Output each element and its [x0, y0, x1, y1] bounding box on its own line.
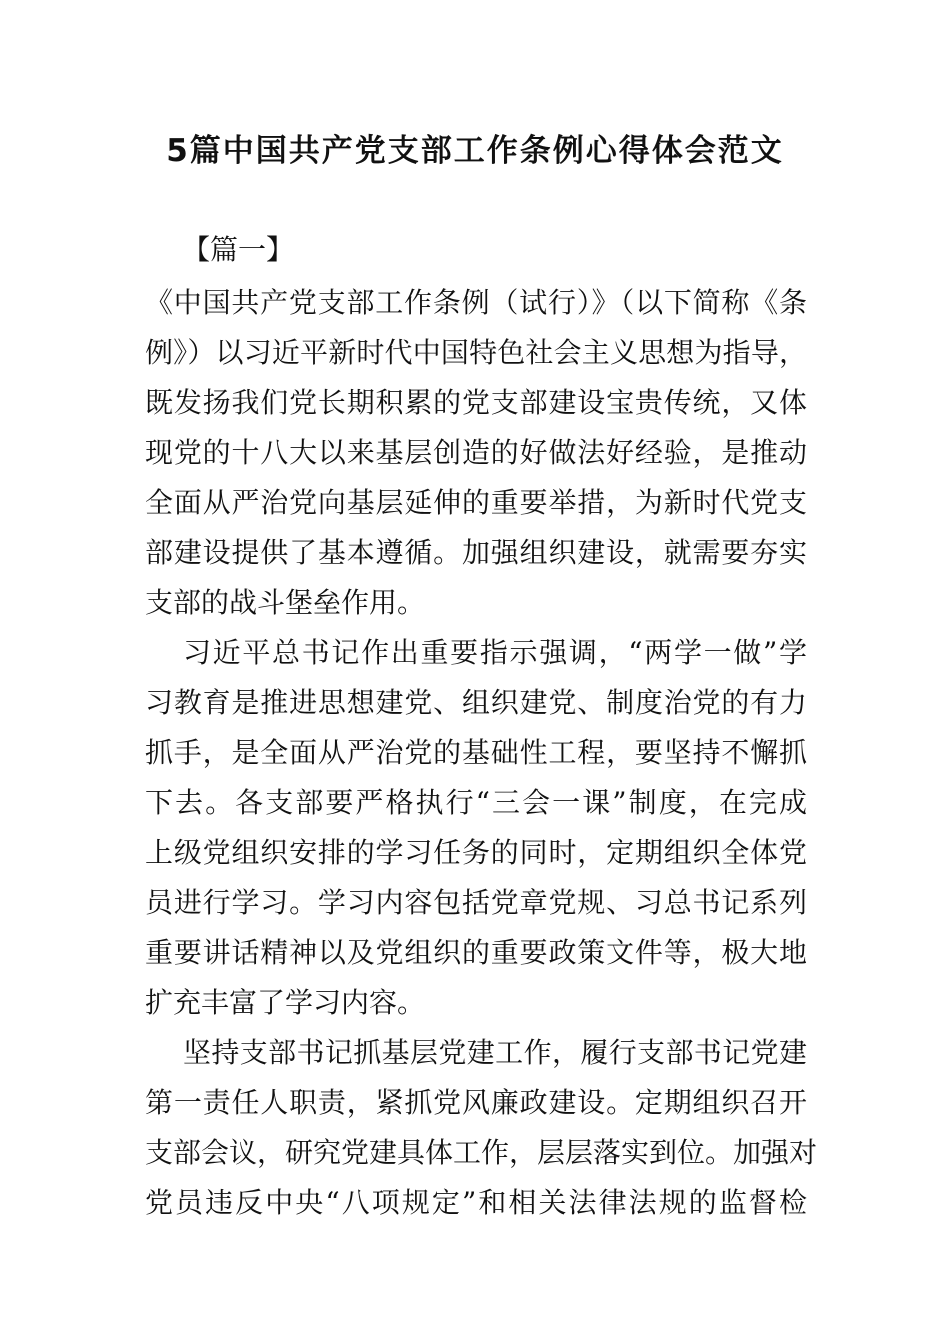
text-line: 第一责任人职责，紧抓党风廉政建设。定期组织召开: [145, 1086, 807, 1119]
text-line: 下去。各支部要严格执行“三会一课”制度，在完成: [145, 786, 807, 819]
text-line: 《中国共产党支部工作条例（试行）》（以下简称《条: [145, 286, 807, 319]
text-line: 支部会议，研究党建具体工作，层层落实到位。加强对: [145, 1136, 818, 1169]
text-line: 既发扬我们党长期积累的党支部建设宝贵传统，又体: [145, 386, 807, 419]
text-line: 抓手，是全面从严治党的基础性工程，要坚持不懈抓: [145, 736, 807, 769]
text-line: 例》）以习近平新时代中国特色社会主义思想为指导，: [145, 336, 807, 369]
text-line: 支部的战斗堡垒作用。: [145, 586, 426, 619]
text-line: 习教育是推进思想建党、组织建党、制度治党的有力: [145, 686, 807, 719]
text-line: 党员违反中央“八项规定”和相关法律法规的监督检: [145, 1186, 807, 1219]
text-line: 部建设提供了基本遵循。加强组织建设，就需要夯实: [145, 536, 807, 569]
paragraph-2: [145, 628, 807, 1028]
text-line: 坚持支部书记抓基层党建工作，履行支部书记党建: [183, 1036, 807, 1069]
text-line: 现党的十八大以来基层创造的好做法好经验，是推动: [145, 436, 807, 469]
paragraph-1: [145, 278, 807, 628]
text-line: 员进行学习。学习内容包括党章党规、习总书记系列: [145, 886, 807, 919]
text-line: 重要讲话精神以及党组织的重要政策文件等，极大地: [145, 936, 807, 969]
paragraph-3: [145, 1028, 818, 1228]
text-line: 扩充丰富了学习内容。: [145, 986, 426, 1019]
document-title: 5篇中国共产党支部工作条例心得体会范文: [166, 133, 784, 169]
text-line: 全面从严治党向基层延伸的重要举措，为新时代党支: [145, 486, 807, 519]
section-label: 【篇一】: [182, 233, 295, 266]
text-line: 习近平总书记作出重要指示强调，“两学一做”学: [183, 636, 807, 669]
document-body: [145, 278, 818, 1228]
text-line: 上级党组织安排的学习任务的同时，定期组织全体党: [145, 836, 807, 869]
